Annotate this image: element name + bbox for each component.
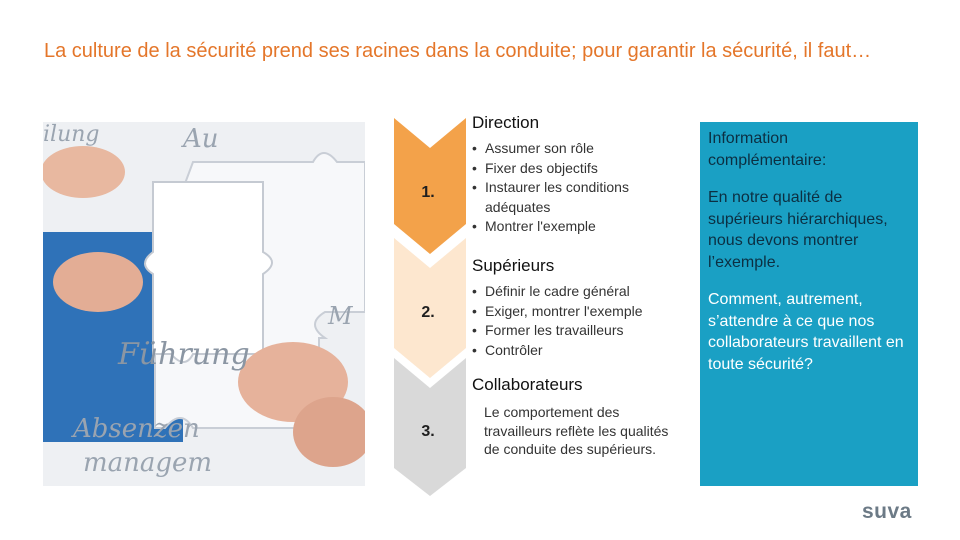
info-box-text-2: Comment, autrement, s’attendre à ce que nos collaborateurs travaillent en toute sécurité? bbox=[708, 291, 904, 373]
list-item: • Former les travailleurs bbox=[472, 321, 687, 341]
step-1-number: 1. bbox=[421, 184, 435, 201]
list-item: • Assumer son rôle bbox=[472, 139, 657, 159]
step-2-bullets bbox=[472, 282, 687, 360]
photo-word: M bbox=[328, 302, 353, 330]
suva-logo: suva bbox=[862, 500, 912, 523]
photo-word: ilung bbox=[43, 122, 100, 147]
list-item: • Contrôler bbox=[472, 341, 687, 361]
list-item: • Montrer l'exemple bbox=[472, 217, 657, 237]
list-item: • Fixer des objectifs bbox=[472, 159, 657, 179]
puzzle-photo bbox=[43, 122, 365, 486]
list-item: • Définir le cadre général bbox=[472, 282, 687, 302]
slide-title: La culture de la sécurité prend ses racines dans la conduite; pour garantir la sécurité, il faut… bbox=[44, 40, 872, 62]
step-3-number: 3. bbox=[421, 423, 435, 440]
photo-word: Führung bbox=[118, 337, 250, 372]
info-box bbox=[700, 122, 918, 486]
info-box-title: Information complémentaire: bbox=[708, 130, 827, 169]
photo-word: Au bbox=[183, 124, 219, 154]
step-3-heading: Collaborateurs bbox=[472, 375, 583, 394]
list-item: • Instaurer les conditions adéquates bbox=[472, 178, 657, 217]
step-1-bullets bbox=[472, 139, 657, 237]
photo-word: Absenzen bbox=[73, 414, 200, 444]
step-2-number: 2. bbox=[421, 304, 435, 321]
step-2-heading: Supérieurs bbox=[472, 256, 555, 275]
photo-word: managem bbox=[83, 448, 213, 478]
step-3-text: Le comportement des travailleurs reflète les qualités de conduite des supérieurs. bbox=[484, 404, 669, 457]
list-item: • Exiger, montrer l'exemple bbox=[472, 302, 687, 322]
info-box-text-1: En notre qualité de supérieurs hiérarchiques, nous devons montrer l’exemple. bbox=[708, 189, 888, 271]
step-1-heading: Direction bbox=[472, 113, 540, 132]
